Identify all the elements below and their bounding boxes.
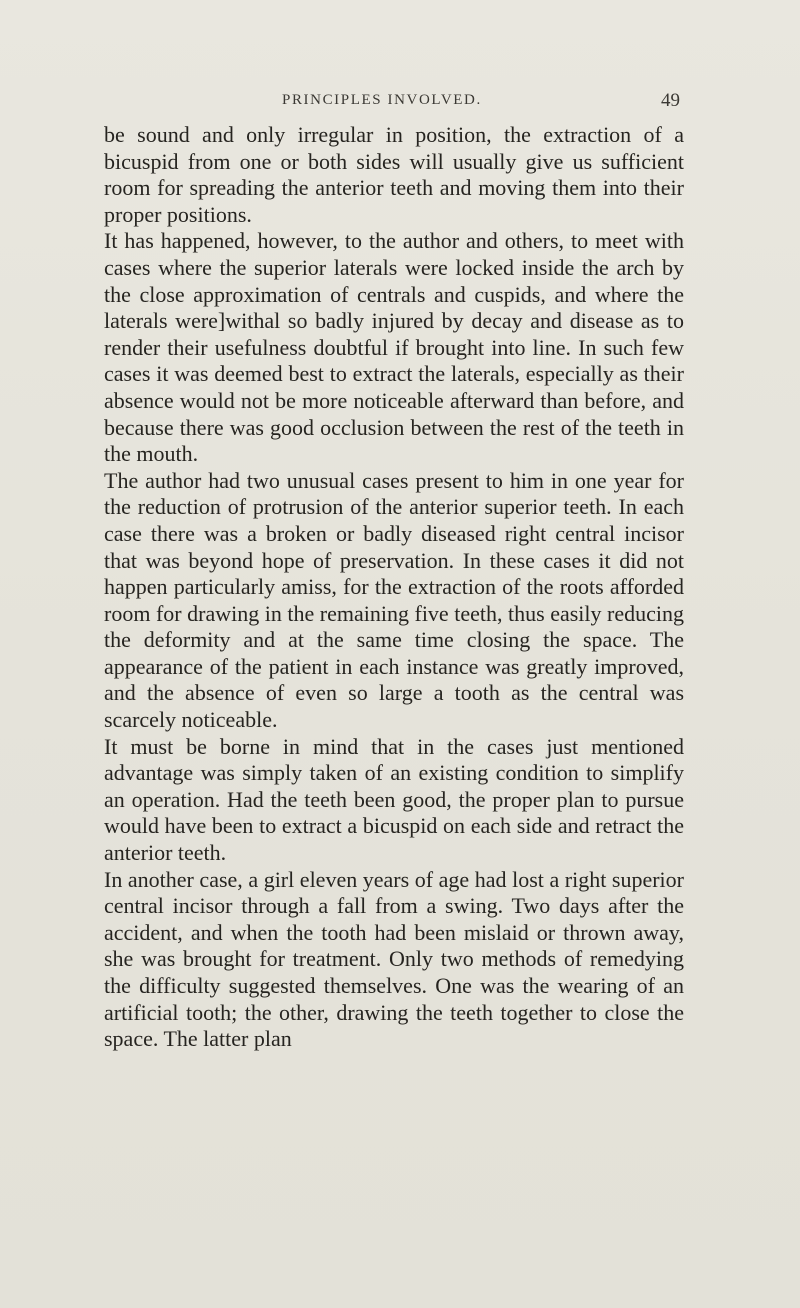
body-text [104, 122, 684, 1053]
paragraph: be sound and only irregular in position, the extraction of a bicuspid from one or both sides will usually give us sufficient room for spreading the anterior teeth and moving them into their proper positions. [104, 122, 684, 227]
paragraph: It has happened, however, to the author and others, to meet with cases where the superior laterals were locked inside the arch by the close approximation of centrals and cuspids, and where the laterals were]withal so badly injured by decay and disease as to render their usefulness doubtful if brought into line. In such few cases it was deemed best to extract the laterals, especially as their absence would not be more noticeable afterward than before, and because there was good occlusion between the rest of the teeth in the mouth. [104, 228, 684, 467]
running-head: PRINCIPLES INVOLVED. [282, 92, 482, 108]
page-number: 49 [661, 90, 680, 111]
page-header [0, 92, 800, 116]
paragraph: The author had two unusual cases present to him in one year for the reduction of protrusion of the anterior superior teeth. In each case there was a broken or badly diseased right central incisor that was beyond hope of preservation. In these cases it did not happen particularly amiss, for the extraction of the roots afforded room for drawing in the remaining five teeth, thus easily reducing the deformity and at the same time closing the space. The appearance of the patient in each instance was greatly improved, and the absence of even so large a tooth as the central was scarcely noticeable. [104, 467, 684, 733]
paragraph: In another case, a girl eleven years of age had lost a right superior central incisor through a fall from a swing. Two days after the accident, and when the tooth had been mislaid or thrown away, she was brought for treatment. Only two methods of remedying the difficulty suggested themselves. One was the wearing of an artificial tooth; the other, drawing the teeth together to close the space. The latter plan [104, 866, 684, 1052]
paragraph: It must be borne in mind that in the cases just mentioned advantage was simply taken of an existing condition to simplify an operation. Had the teeth been good, the proper plan to pursue would have been to extract a bicuspid on each side and retract the anterior teeth. [104, 733, 684, 866]
